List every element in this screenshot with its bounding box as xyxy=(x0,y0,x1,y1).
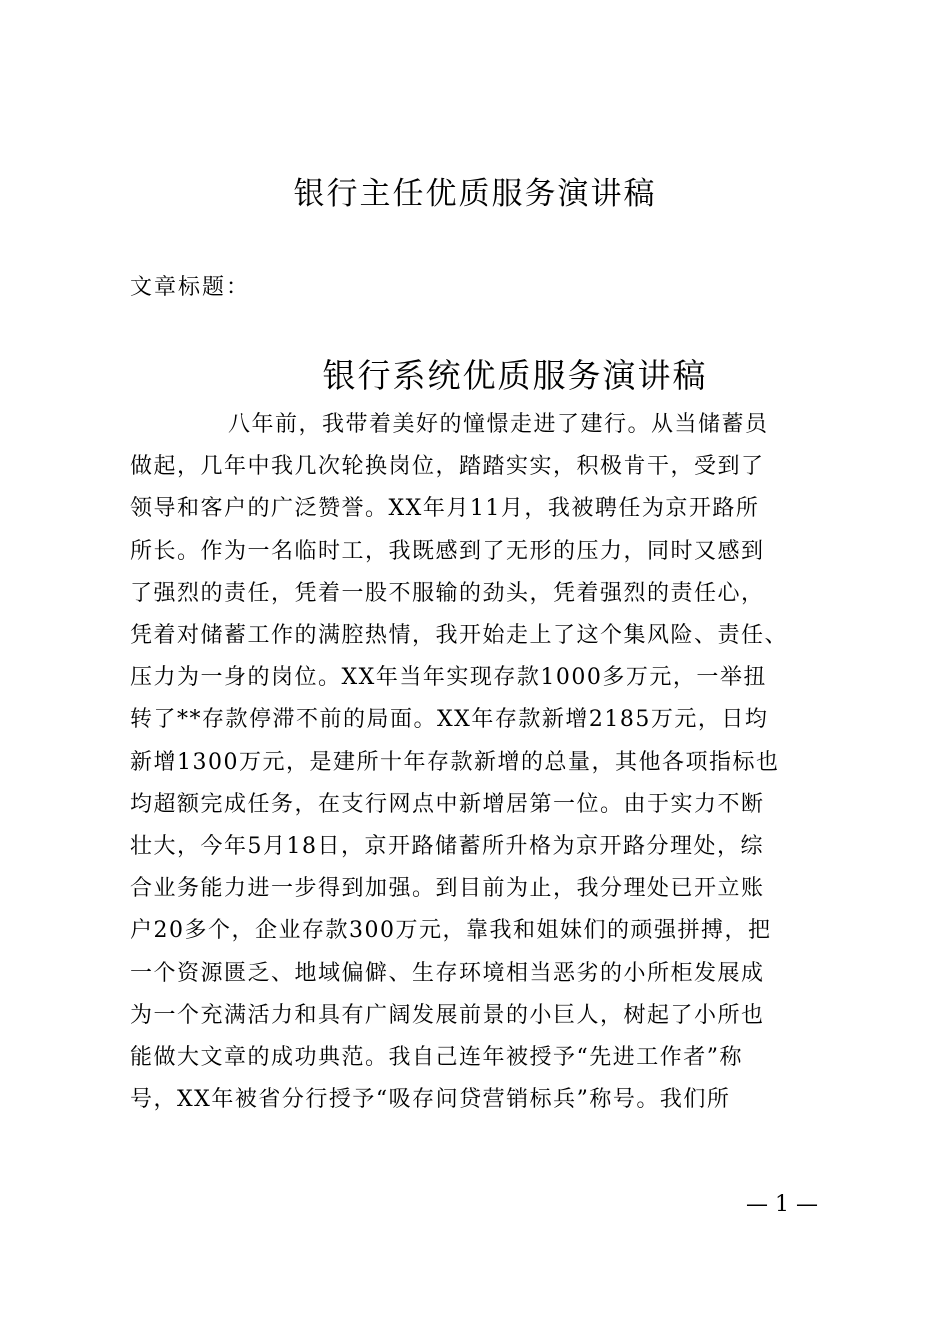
body-line: 号，XX年被省分行授予“吸存问贷营销标兵”称号。我们所 xyxy=(130,1087,731,1112)
body-line: 能做大文章的成功典范。我自己连年被授予“先进工作者”称 xyxy=(130,1045,743,1070)
body-line: 壮大，今年5月18日，京开路储蓄所升格为京开路分理处，综 xyxy=(130,834,764,859)
body-line: 凭着对储蓄工作的满腔热情，我开始走上了这个集风险、责任、 xyxy=(130,623,789,648)
body-line: 户20多个，企业存款300万元，靠我和姐妹们的顽强拼搏，把 xyxy=(130,918,772,943)
article-title-label: 文章标题： xyxy=(130,275,251,300)
body-line: 压力为一身的岗位。XX年当年实现存款1000多万元，一举扭 xyxy=(130,665,767,690)
speech-title: 银行系统优质服务演讲稿 xyxy=(322,356,708,395)
body-line: 新增1300万元，是建所十年存款新增的总量，其他各项指标也 xyxy=(130,750,780,775)
body-line: 八年前，我带着美好的憧憬走进了建行。从当储蓄员 xyxy=(228,412,769,437)
body-line: 一个资源匮乏、地域偏僻、生存环境相当恶劣的小所柜发展成 xyxy=(130,961,765,986)
body-line: 为一个充满活力和具有广阔发展前景的小巨人，树起了小所也 xyxy=(130,1003,765,1028)
document-title: 银行主任优质服务演讲稿 xyxy=(293,176,657,212)
body-line: 做起，几年中我几次轮换岗位，踏踏实实，积极肯干，受到了 xyxy=(130,454,765,479)
body-line: 了强烈的责任，凭着一股不服输的劲头，凭着强烈的责任心， xyxy=(130,581,765,606)
body-line: 所长。作为一名临时工，我既感到了无形的压力，同时又感到 xyxy=(130,539,765,564)
body-line: 领导和客户的广泛赞誉。XX年月11月，我被聘任为京开路所 xyxy=(130,496,760,521)
body-line: 合业务能力进一步得到加强。到目前为止，我分理处已开立账 xyxy=(130,876,765,901)
page-number: — 1 — xyxy=(746,1192,818,1217)
body-line: 均超额完成任务，在支行网点中新增居第一位。由于实力不断 xyxy=(130,792,765,817)
body-line: 转了**存款停滞不前的局面。XX年存款新增2185万元，日均 xyxy=(130,707,769,732)
